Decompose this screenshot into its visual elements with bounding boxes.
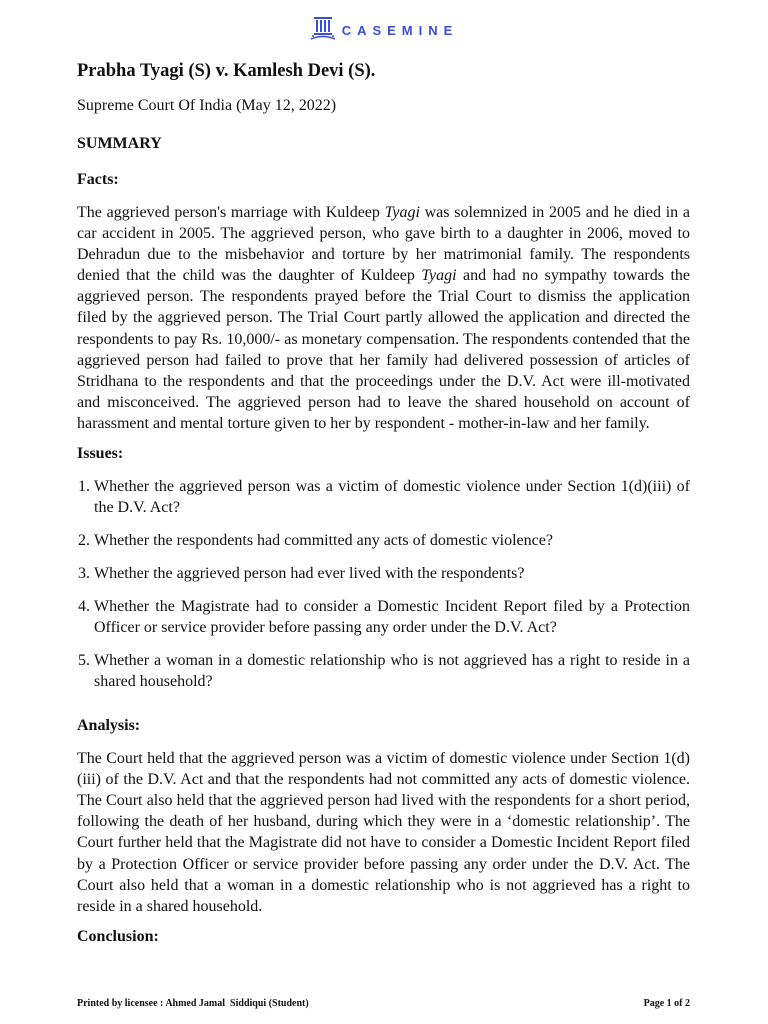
- facts-heading: Facts:: [77, 171, 119, 188]
- logo-text: CASEMINE: [341, 22, 459, 38]
- list-item: 1. Whether the aggrieved person was a victim of domestic violence under Section 1(d)(iii) of the D.V. Act?: [94, 476, 690, 518]
- conclusion-heading: Conclusion:: [77, 927, 159, 945]
- issues-list: [77, 476, 690, 692]
- analysis-paragraph: The Court held that the aggrieved person was a victim of domestic violence under Section 1(d)(iii) of the D.V. Act and that the respondents had not committed any acts of domestic violence. The Court also held that the aggrieved person had lived with the respondents for a short period, following the death of her husband, during which they were in a ‘domestic relationship’. The Court further held that the Magistrate did not have to consider a Domestic Incident Report filed by a Protection Officer or service provider before passing any order under the D.V. Act. The Court also held that a woman in a domestic relationship who is not aggrieved has a right to reside in a shared household.: [77, 750, 690, 915]
- issues-heading: Issues:: [77, 445, 124, 463]
- list-item: 4. Whether the Magistrate had to consider a Domestic Incident Report filed by a Protection Officer or service provider before passing any order under the D.V. Act?: [94, 596, 690, 638]
- facts-paragraph: The aggrieved person's marriage with Kuldeep Tyagi was solemnized in 2005 and he died in a car accident in 2005. The aggrieved person, who gave birth to a daughter in 2006, moved to Dehradun due to the misbehavior and torture by her matrimonial family. The respondents denied that the child was the daughter of Kuldeep Tyagi and had no sympathy towards the aggrieved person. The respondents prayed before the Trial Court to dismiss the application filed by the aggrieved person. The Trial Court partly allowed the application and directed the respondents to pay Rs. 10,000/- as monetary compensation. The respondents contended that the aggrieved person had failed to prove that her family had delivered possession of articles of Stridhana to the respondents and that the proceedings under the D.V. Act were ill-motivated and misconceived. The aggrieved person had to leave the shared household on account of harassment and mental torture given to her by respondent - mother-in-law and her family.: [77, 204, 690, 432]
- pillar-building-icon: [310, 15, 336, 46]
- document-body: [77, 60, 690, 947]
- page-number: Page 1 of 2: [643, 998, 690, 1009]
- analysis-heading: Analysis:: [77, 717, 141, 735]
- summary-heading: SUMMARY: [77, 135, 162, 152]
- court-line: Supreme Court Of India (May 12, 2022): [77, 97, 337, 114]
- case-title: Prabha Tyagi (S) v. Kamlesh Devi (S).: [77, 61, 376, 81]
- list-item: 5. Whether a woman in a domestic relationship who is not aggrieved has a right to reside in a shared household?: [94, 650, 690, 692]
- casemine-logo: [0, 16, 768, 44]
- list-item: 3. Whether the aggrieved person had ever lived with the respondents?: [94, 563, 690, 584]
- printed-by-label: Printed by licensee : Ahmed Jamal Siddiqui (Student): [77, 998, 309, 1009]
- list-item: 2. Whether the respondents had committed any acts of domestic violence?: [94, 530, 690, 551]
- page-footer: [77, 998, 690, 1009]
